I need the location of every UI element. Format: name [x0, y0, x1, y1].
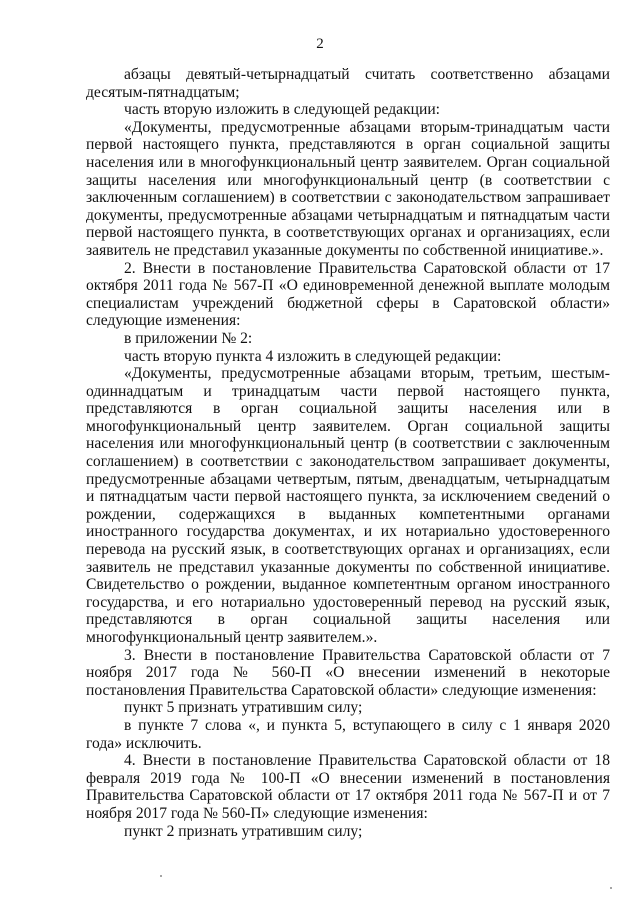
paragraph-2: часть вторую изложить в следующей редакции:	[124, 101, 441, 119]
paragraph-1: абзацы девятый-четырнадцатый считать соответственно абзацами десятым-пятнадцатым;	[86, 66, 610, 101]
paragraph-8: 3. Внести в постановление Правительства Саратовской области от 7 ноября 2017 года № 560-П «О внесении изменений в некоторые постановления Правительства Саратовской области» следующие изменения:	[86, 646, 610, 699]
paragraph-3: «Документы, предусмотренные абзацами вторым-тринадцатым части первой настоящего пункта, представляются в орган социальной защиты населения или в многофункциональный центр заявителем. Орган социальной защиты населения или многофункциональный центр (в соответствии с заключенным соглашением) в соответствии с законодательством запрашивает документы, предусмотренные абзацами четырнадцатым и пятнадцатым части первой настоящего пункта, в соответствующих органах и организациях, если заявитель не представил указанные документы по собственной инициативе.».	[86, 118, 610, 259]
paragraph-7: «Документы, предусмотренные абзацами вторым, третьим, шестым-одиннадцатым и тринадцатым части первой настоящего пункта, представляются в орган социальной защиты населения или в многофункциональный центр заявителем. Орган социальной защиты населения или многофункциональный центр (в соответствии с заключенным соглашением) в соответствии с законодательством запрашивает документы, предусмотренные абзацами четвертым, пятым, двенадцатым, четырнадцатым и пятнадцатым части первой настоящего пункта, за исключением сведений о рождении, содержащихся в выданных компетентными органами иностранного государства документах, и их нотариально удостоверенного перевода на русский язык, в соответствующих органах и организациях, если заявитель не представил указанные документы по собственной инициативе. Свидетельство о рождении, выданное компетентным органом иностранного государства, и его нотариально удостоверенный перевод на русский язык, представляются в орган социальной защиты населения или многофункциональный центр заявителем.».	[86, 365, 610, 646]
page-number: 2	[316, 36, 324, 52]
scan-speck	[610, 887, 612, 889]
paragraph-9: пункт 5 признать утратившим силу;	[124, 699, 363, 717]
scan-speck	[160, 875, 162, 877]
paragraph-12: пункт 2 признать утратившим силу;	[124, 822, 363, 840]
paragraph-11: 4. Внести в постановление Правительства Саратовской области от 18 февраля 2019 года № 100-П «О внесении изменений в постановления Правительства Саратовской области от 17 октября 2011 года № 567-П и от 7 ноября 2017 года № 560-П» следующие изменения:	[86, 752, 610, 822]
paragraph-5: в приложении № 2:	[124, 329, 253, 347]
paragraph-6: часть вторую пункта 4 изложить в следующей редакции:	[124, 347, 502, 365]
document-body	[86, 66, 610, 840]
paragraph-4: 2. Внести в постановление Правительства Саратовской области от 17 октября 2011 года № 567-П «О единовременной денежной выплате молодым специалистам учреждений бюджетной сферы в Саратовской области» следующие изменения:	[86, 259, 610, 330]
paragraph-10: в пункте 7 слова «, и пункта 5, вступающего в силу с 1 января 2020 года» исключить.	[86, 716, 610, 752]
